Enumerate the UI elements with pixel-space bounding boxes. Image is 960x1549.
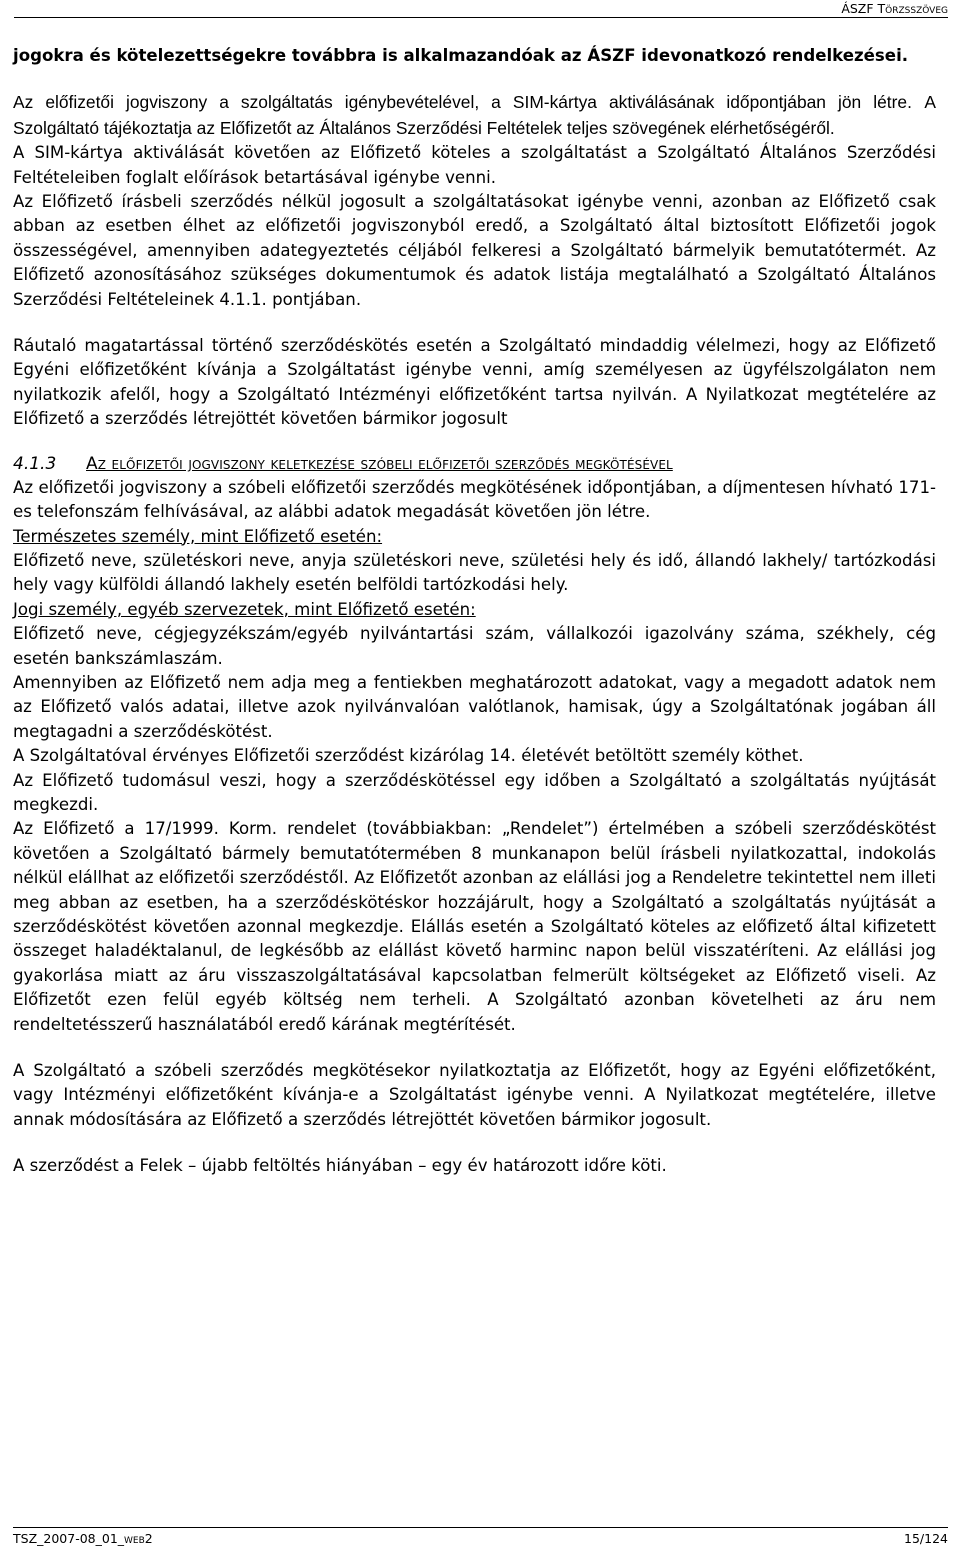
- paragraph-refusal: Amennyiben az Előfizető nem adja meg a fentiekben meghatározott adatokat, vagy a megadott adatok nem az Előfizető valós adatai, illetve azok nyilvánvalóan valótlanok, hamisak, úgy a Szolgáltatónak jogában áll megtagadni a szerződéskötést.: [13, 672, 936, 741]
- natural-person-data: Előfizető neve, születéskori neve, anyja születéskori neve, születési hely és idő, állandó lakhely/ tartózkodási hely vagy külföldi állandó lakhely esetén belföldi tartózkodási hely.: [13, 550, 936, 595]
- info-text: A Szolgáltató tájékoztatja az Előfizetőt az Általános Szerződési Feltételek teljes szövegének elérhetőségéről.: [13, 92, 936, 138]
- header-title: ÁSZF Törzsszöveg: [841, 1, 948, 16]
- section-heading: [13, 452, 936, 476]
- section-number: 4.1.3: [13, 453, 57, 474]
- page-header: [14, 0, 948, 18]
- paragraph-activation: [13, 90, 936, 141]
- page-footer: [13, 1527, 948, 1547]
- paragraph-no-written-contract: Az Előfizető írásbeli szerződés nélkül jogosult a szolgáltatásokat igénybe venni, azonban az Előfizető csak abban az esetben élhet az előfizetői jogviszonyból eredő, a Szolgáltató által biztosított Előfizetői jogok összességével, amennyiben adategyeztetés céljából felkeresi a Szolgáltató bármelyik bemutatótermét. Az Előfizető azonosításához szükséges dokumentumok és adatok listája megtalálható a Szolgáltató Általános Szerződési Feltételeinek 4.1.1. pontjában.: [13, 192, 936, 309]
- natural-person-label: Természetes személy, mint Előfizető esetén:: [13, 526, 383, 546]
- activation-text: Az előfizetői jogviszony a szolgáltatás igénybevételével, a SIM-kártya aktiválásának időpontjában jön létre.: [13, 92, 912, 113]
- paragraph-sim-activation: A SIM-kártya aktiválását követően az Előfizető köteles a szolgáltatást a Szolgáltató Általános Szerződési Feltételeiben foglalt előírások betartásával igénybe venni.: [13, 143, 936, 187]
- legal-person-label: Jogi személy, egyéb szervezetek, mint Előfizető esetén:: [13, 599, 476, 619]
- page-number: 15/124: [904, 1531, 948, 1546]
- paragraph-age-limit: A Szolgáltatóval érvényes Előfizetői szerződést kizárólag 14. életévét betöltött személy köthet.: [13, 746, 804, 766]
- paragraph-intro: jogokra és kötelezettségekre továbbra is alkalmazandóak az ÁSZF idevonatkozó rendelkezései.: [13, 46, 909, 65]
- legal-person-data: Előfizető neve, cégjegyzékszám/egyéb nyilvántartási szám, vállalkozói igazolvány száma, székhely, cég esetén bankszámlaszám.: [13, 624, 936, 668]
- natural-person-label-line: [13, 525, 936, 549]
- paragraph-implied-conduct: Ráutaló magatartással történő szerződéskötés esetén a Szolgáltató mindaddig vélelmezi, hogy az Előfizető Egyéni előfizetőként kívánja a Szolgáltatást igénybe venni, amíg személyesen az ügyfélszolgálaton nem nyilatkozik afelől, hogy a Szolgáltató Intézményi előfizetőként tartsa nyilván. A Nyilatkozat megtételére az Előfizető a szerződés létrejöttét követően bármikor jogosult: [13, 336, 936, 429]
- paragraph-declaration: A Szolgáltató a szóbeli szerződés megkötésekor nyilatkoztatja az Előfizetőt, hogy az Egyéni előfizetőként, vagy Intézményi előfizetőként kívánja-e a Szolgáltatást igénybe venni. A Nyilatkozat megtételére, illetve annak módosítására az Előfizető a szerződés létrejöttét követően bármikor jogosult.: [13, 1061, 936, 1129]
- document-body: [13, 44, 936, 1179]
- paragraph-service-start: Az Előfizető tudomásul veszi, hogy a szerződéskötéssel egy időben a Szolgáltató a szolgáltatás nyújtását megkezdi.: [13, 770, 936, 814]
- legal-person-label-line: [13, 598, 936, 622]
- paragraph-withdrawal: Az Előfizető a 17/1999. Korm. rendelet (továbbiakban: „Rendelet”) értelmében a szóbeli szerződéskötést követően a Szolgáltató bármely bemutatótermében 8 munkanapon belül írásbeli nyilatkozattal, indokolás nélkül elállhat az előfizetői szerződéstől. Az Előfizetőt azonban az elállási jog a Rendeletre tekintettel nem illeti meg abban az esetben, ha a szerződéskötéskor hozzájárult, hogy a Szolgáltató a szolgáltatás nyújtását a szerződéskötést követően azonnal megkezdje. Elállás esetén a Szolgáltató köteles az előfizető által kifizetett összeget haladéktalanul, de legkésőbb az elállást követő harminc napon belül visszatéríteni. Az elállási jog gyakorlása miatt az áru visszaszolgáltatásával kapcsolatban felmerült költségeket az Előfizető viseli. Az Előfizetőt ezen felül egyéb költség nem terheli. A Szolgáltató azonban követelheti az áru nem rendeltetésszerű használatából eredő kárának megtérítését.: [13, 819, 936, 1034]
- paragraph-term: A szerződést a Felek – újabb feltöltés hiányában – egy év határozott időre köti.: [13, 1156, 667, 1176]
- section-title: Az előfizetői jogviszony keletkezése szóbeli előfizetői szerződés megkötésével: [86, 453, 673, 474]
- paragraph-oral-contract: Az előfizetői jogviszony a szóbeli előfizetői szerződés megkötésének időpontjában, a díjmentesen hívható 171-es telefonszám felhívásával, az alábbi adatok megadását követően jön létre.: [13, 477, 936, 522]
- document-id: TSZ_2007-08_01_web2: [13, 1531, 153, 1546]
